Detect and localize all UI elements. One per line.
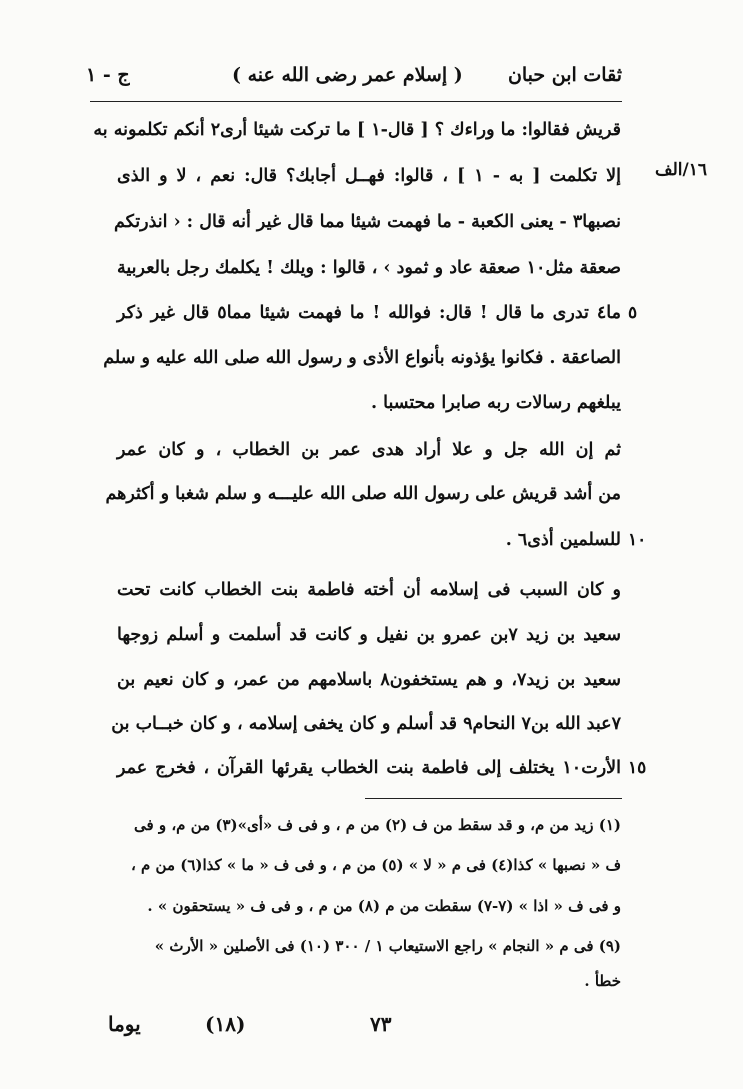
body-line: الأرت١٠ يختلف إلى فاطمة بنت الخطاب يقرئها القرآن ، فخرج عمر [117,758,621,778]
body-line: و كان السبب فى إسلامه أن أخته فاطمة بنت الخطاب كانت تحت [117,580,621,600]
header-rule [90,101,622,102]
running-header [82,60,622,94]
body-line: ما٤ تدرى ما قال ! قال: فوالله ! ما فهمت شيئا مما٥ قال غير ذكر [117,303,622,323]
folio-marginal-note: ١٦/الف [655,160,707,180]
body-line: للسلمين أذى٦ . [505,530,621,550]
footnote-line: (١) زيد من م، و قد سقط من ف (٢) من م ، و فى ف «أى»(٣) من م، و فى [133,816,621,834]
footnote-line: خطأ . [584,972,621,990]
sheet-number: (١٨) [205,1012,246,1036]
footnote-rule [365,798,622,799]
footnote-line: ف « نصبها » كذا(٤) فى م « لا » (٥) من م ، و فى ف « ما » كذا(٦) من م ، [130,856,621,874]
body-line: ٧عبد الله بن٧ النحام٩ قد أسلم و كان يخفى إسلامه ، و كان خبــاب بن [111,714,621,734]
body-line: صعقة مثل١٠ صعقة عاد و ثمود › ، قالوا : ويلك ! يكلمك رجل بالعربية [117,258,622,278]
body-line: يبلغهم رسالات ربه صابرا محتسبا . [370,393,621,413]
body-line: سعيد بن زيد ٧بن عمرو بن نفيل و كانت قد أسلمت و أسلم زوجها [117,625,621,645]
body-line: ثم إن الله جل و علا أراد هدى عمر بن الخطاب ، و كان عمر [117,440,621,460]
page-number: ٧٣ [370,1012,392,1036]
footnote-line: و فى ف « اذا » (٧-٧) سقطت من م (٨) من م ، و فى ف « يستحقون » . [147,897,621,915]
body-line: قريش فقالوا: ما وراءك ؟ [ قال-١ ] ما تركت شيئا أرى٢ أنكم تكلمونه به [93,120,621,140]
volume-label: ج - ١ [86,64,130,86]
line-number: ١٠ [628,530,647,550]
catchword: يوما [108,1012,141,1036]
book-title: ثقات ابن حبان [507,64,622,86]
body-line: الصاعقة . فكانوا يؤذونه بأنواع الأذى و رسول الله صلى الله عليه و سلم [103,348,621,368]
line-number: ١٥ [628,758,647,778]
body-line: سعيد بن زيد٧، و هم يستخفون٨ باسلامهم من عمر، و كان نعيم بن [117,670,622,690]
footnote-line: (٩) فى م « النجام » راجع الاستيعاب ١ / ٣٠٠ (١٠) فى الأصلين « الأرث » [154,937,621,955]
section-title: ( إسلام عمر رضى الله عنه ) [232,64,463,86]
body-line: إلا ‌تكلمت [ به - ١ ] ، قالوا: فهــل أجابك؟ قال: نعم ، لا و الذى [117,166,622,186]
body-line: نصبها٣ - يعنى الكعبة - ما فهمت شيئا مما قال غير أنه قال : ‹ انذرتكم [113,212,621,232]
body-line: من أشد قريش على رسول الله صلى الله عليـــه و سلم شغبا و أكثرهم [105,484,621,504]
line-number: ٥ [628,303,638,323]
